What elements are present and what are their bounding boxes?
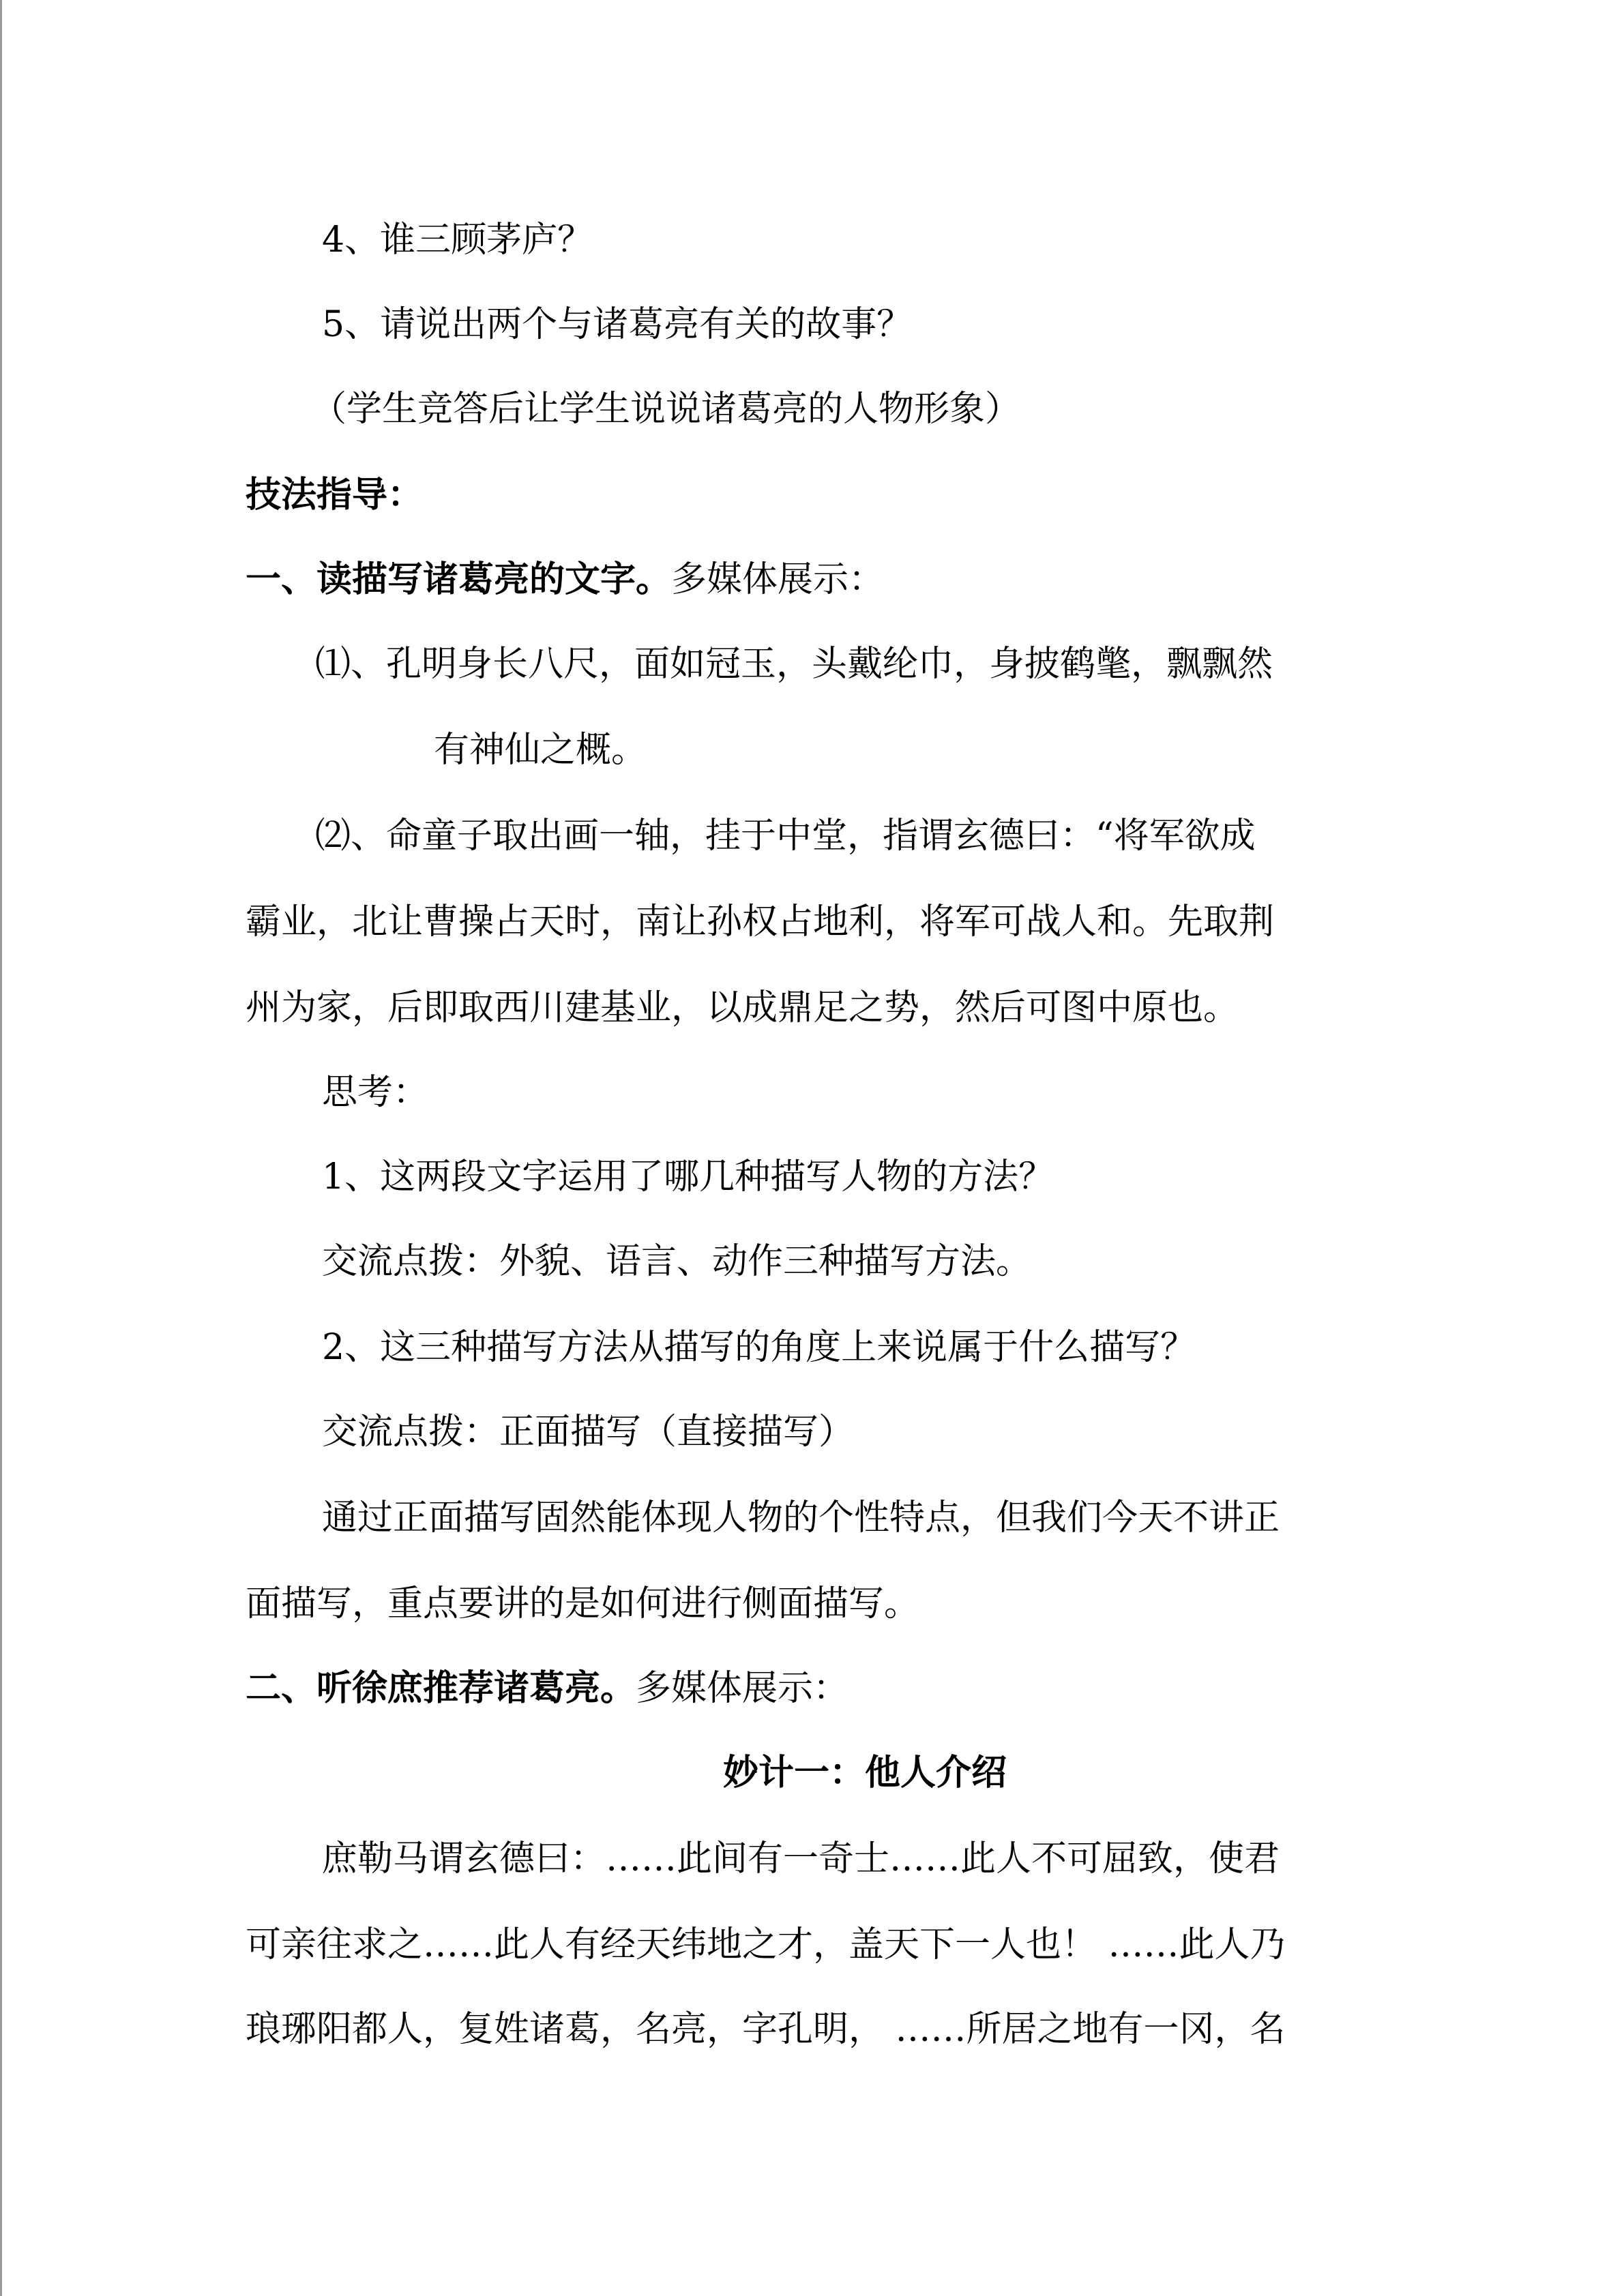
section-1-heading (246, 555, 884, 604)
think-label: 思考： (322, 1072, 429, 1113)
section-2-title: 二、听徐庶推荐诸葛亮。 (246, 1667, 636, 1709)
think-question-1: 1、这两段文字运用了哪几种描写人物的方法？ (322, 1157, 1054, 1197)
passage-3-line-2: 可亲往求之……此人有经天纬地之才，盖天下一人也！ ……此人乃 (246, 1924, 1286, 1965)
question-4: 4、谁三顾茅庐？ (322, 220, 593, 260)
passage-2-line-3: 州为家，后即取西川建基业，以成鼎足之势，然后可图中原也。 (246, 987, 1239, 1028)
think-answer-1: 交流点拨：外貌、语言、动作三种描写方法。 (322, 1241, 1032, 1282)
passage-3-line-1: 庶勒马谓玄德曰：……此间有一奇士……此人不可屈致，使君 (322, 1838, 1280, 1879)
section-1-title: 一、读描写诸葛亮的文字。 (246, 558, 672, 600)
think-question-2: 2、这三种描写方法从描写的角度上来说属于什么描写？ (322, 1327, 1196, 1368)
passage-1-line-2: 有神仙之概。 (434, 730, 647, 771)
think-answer-2: 交流点拨：正面描写（直接描写） (322, 1412, 855, 1452)
passage-3-line-3: 琅琊阳都人，复姓诸葛，名亮，字孔明， ……所居之地有一冈，名 (246, 2009, 1286, 2050)
question-5: 5、请说出两个与诸葛亮有关的故事？ (322, 304, 913, 345)
summary-line-1: 通过正面描写固然能体现人物的个性特点，但我们今天不讲正 (322, 1497, 1280, 1538)
teacher-note: （学生竞答后让学生说说诸葛亮的人物形象） (311, 389, 1021, 430)
section-1-multimedia: 多媒体展示： (671, 559, 885, 600)
section-2-heading (246, 1664, 848, 1713)
page-left-border (0, 0, 2, 2296)
passage-2-line-2: 霸业，北让曹操占天时，南让孙权占地利，将军可战人和。先取荆 (246, 901, 1275, 942)
passage-2-line-1: ⑵、命童子取出画一轴，挂于中堂，指谓玄德曰：“将军欲成 (315, 816, 1256, 856)
passage-1-line-1: ⑴、孔明身长八尺，面如冠玉，头戴纶巾，身披鹤氅，飘飘然 (315, 644, 1273, 685)
section-2-multimedia: 多媒体展示： (636, 1668, 849, 1709)
trick-1-title: 妙计一：他人介绍 (723, 1752, 1007, 1793)
technique-heading: 技法指导： (246, 474, 424, 516)
summary-line-2: 面描写，重点要讲的是如何进行侧面描写。 (246, 1583, 920, 1624)
